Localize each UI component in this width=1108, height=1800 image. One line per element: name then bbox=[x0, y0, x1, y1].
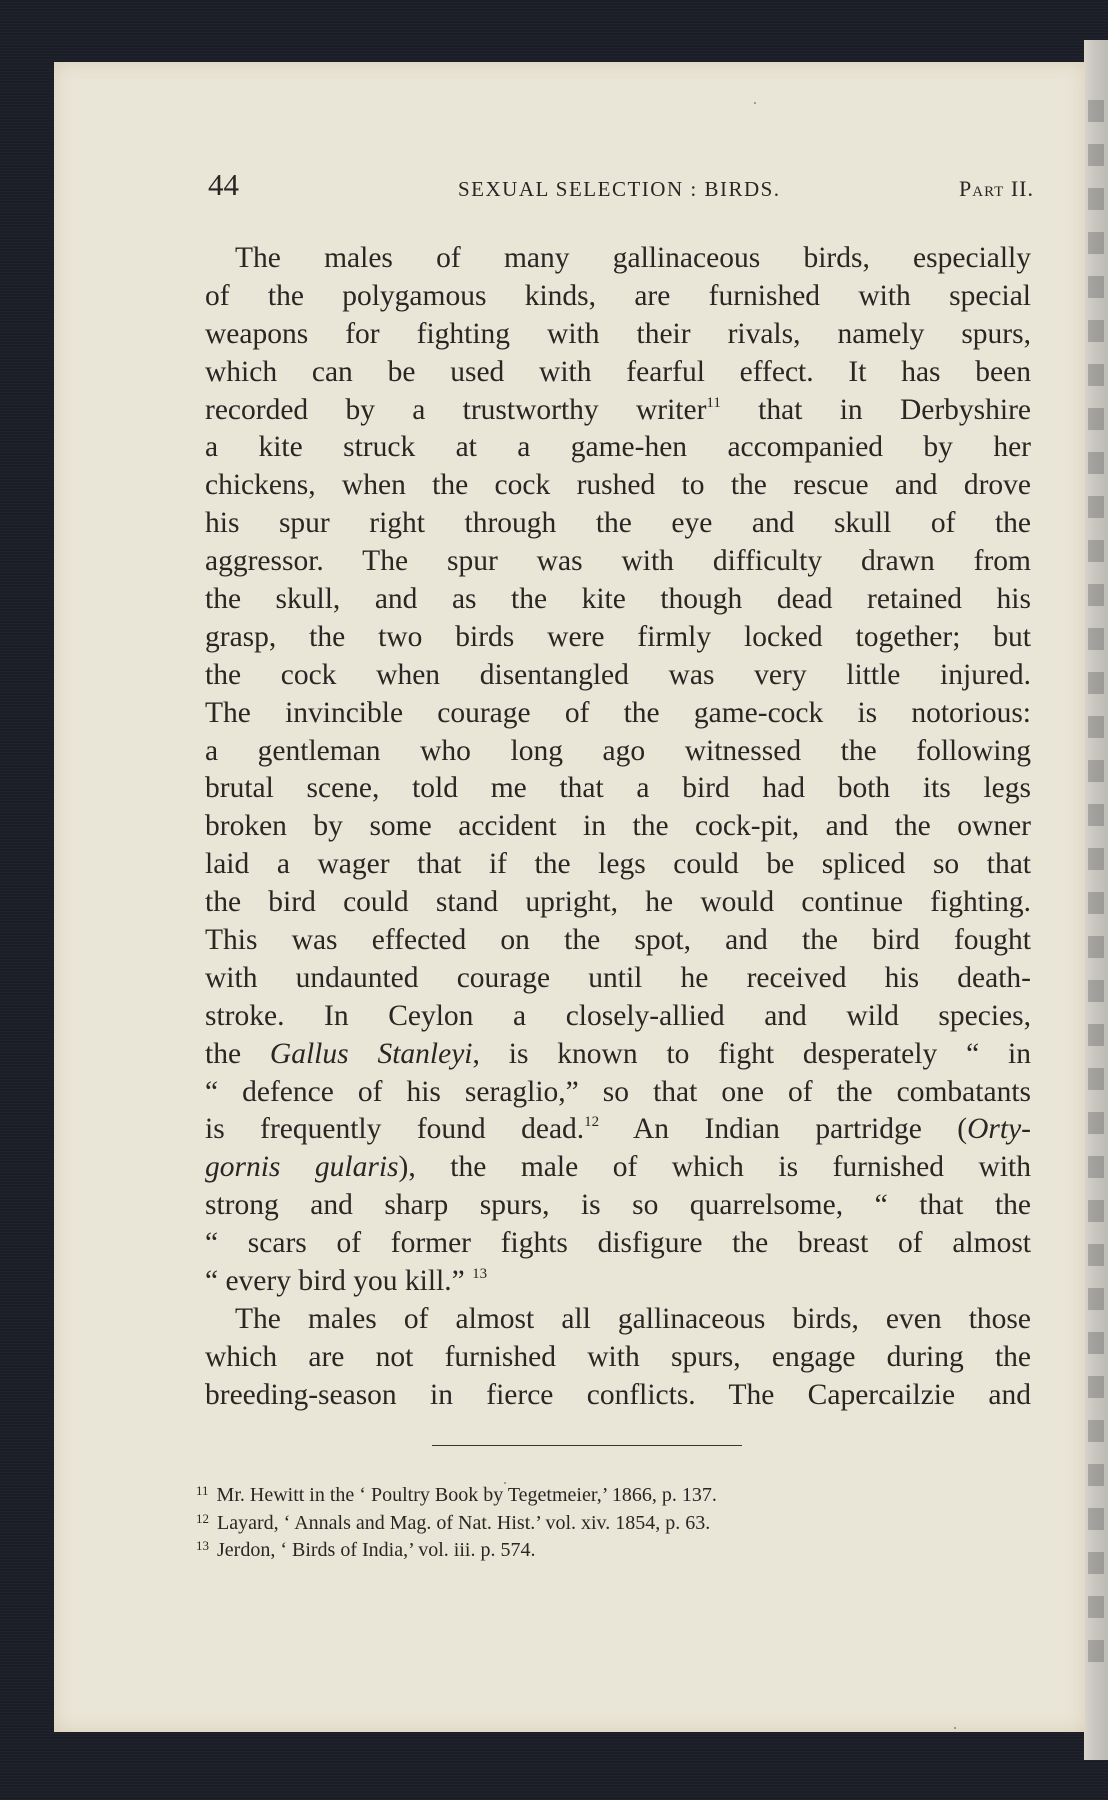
show-through-text bbox=[1088, 1024, 1104, 1046]
text-line bbox=[205, 960, 1031, 998]
show-through-text bbox=[1088, 320, 1104, 342]
show-through-text bbox=[1088, 540, 1104, 562]
text-line bbox=[205, 1225, 1031, 1263]
show-through-text bbox=[1088, 584, 1104, 606]
paper-speck bbox=[504, 1482, 506, 1484]
page-header bbox=[208, 167, 1034, 207]
line-text: laid a wager that if the legs could be spliced so that bbox=[205, 848, 1031, 881]
show-through-text bbox=[1088, 672, 1104, 694]
text-line bbox=[205, 1187, 1031, 1225]
show-through-text bbox=[1088, 936, 1104, 958]
line-text: the bird could stand upright, he would continue fighting. bbox=[205, 886, 1031, 919]
line-text: of the polygamous kinds, are furnished with special bbox=[205, 279, 1031, 312]
line-text: with undaunted courage until he received his death- bbox=[205, 961, 1031, 994]
show-through-text bbox=[1088, 1508, 1104, 1530]
line-text: that in Derbyshire bbox=[720, 393, 1032, 426]
footnote-reference: 12 bbox=[584, 1114, 600, 1131]
next-page-edge bbox=[1084, 40, 1108, 1760]
line-text: the skull, and as the kite though dead retained his bbox=[205, 583, 1031, 616]
footnote-text: Jerdon, ‘ Birds of India,’ vol. iii. p. 574. bbox=[217, 1539, 536, 1561]
line-text: An Indian partridge ( bbox=[599, 1113, 968, 1146]
body-text bbox=[205, 240, 1031, 1415]
text-line bbox=[205, 354, 1031, 392]
show-through-text bbox=[1088, 760, 1104, 782]
show-through-text bbox=[1088, 892, 1104, 914]
show-through-text bbox=[1088, 1640, 1104, 1662]
show-through-text bbox=[1088, 628, 1104, 650]
line-text: brutal scene, told me that a bird had both its legs bbox=[205, 772, 1031, 805]
text-line bbox=[205, 1036, 1031, 1074]
text-line bbox=[205, 1301, 1031, 1339]
footnote-text: Layard, ‘ Annals and Mag. of Nat. Hist.’ vol. xiv. 1854, p. 63. bbox=[217, 1511, 711, 1534]
show-through-text bbox=[1088, 452, 1104, 474]
show-through-text bbox=[1088, 496, 1104, 518]
show-through-text bbox=[1088, 1156, 1104, 1178]
text-line bbox=[205, 1377, 1031, 1415]
text-line bbox=[205, 922, 1031, 960]
line-text: recorded by a trustworthy writer bbox=[205, 393, 707, 426]
page-number: 44 bbox=[208, 167, 239, 202]
text-line bbox=[205, 581, 1031, 619]
show-through-text bbox=[1088, 1464, 1104, 1486]
text-line bbox=[205, 240, 1031, 278]
show-through-text bbox=[1088, 804, 1104, 826]
show-through-text bbox=[1088, 188, 1104, 210]
line-text: a gentleman who long ago witnessed the following bbox=[205, 734, 1031, 767]
footnote-number: 12 bbox=[196, 1510, 209, 1526]
show-through-text bbox=[1088, 1068, 1104, 1090]
line-text: breeding-season in fierce conflicts. The Capercailzie and bbox=[205, 1378, 1031, 1411]
show-through-text bbox=[1088, 848, 1104, 870]
show-through-text bbox=[1088, 100, 1104, 122]
text-line bbox=[205, 619, 1031, 657]
paper-speck bbox=[954, 1727, 956, 1729]
show-through-text bbox=[1088, 1376, 1104, 1398]
line-text: “ every bird you kill.” bbox=[205, 1265, 473, 1298]
footnote-rule bbox=[432, 1445, 742, 1446]
line-text: , is known to fight desperately “ in bbox=[472, 1037, 1031, 1070]
line-text: The males of almost all gallinaceous birds, even those bbox=[235, 1302, 1031, 1335]
footnote bbox=[196, 1537, 996, 1565]
show-through-text bbox=[1088, 1244, 1104, 1266]
footnotes bbox=[196, 1482, 996, 1565]
footnote bbox=[196, 1482, 996, 1510]
show-through-text bbox=[1088, 980, 1104, 1002]
show-through-text bbox=[1088, 1596, 1104, 1618]
text-line bbox=[205, 657, 1031, 695]
text-line bbox=[205, 543, 1031, 581]
line-text: which can be used with fearful effect. It has been bbox=[205, 355, 1031, 388]
text-line bbox=[205, 1074, 1031, 1112]
show-through-text bbox=[1088, 1552, 1104, 1574]
line-text: stroke. In Ceylon a closely-allied and wild species, bbox=[205, 999, 1031, 1032]
text-line bbox=[205, 884, 1031, 922]
line-text: This was effected on the spot, and the bird fought bbox=[205, 924, 1031, 957]
text-line bbox=[205, 695, 1031, 733]
italic-species-name: Gallus Stanleyi bbox=[269, 1037, 473, 1070]
line-text: broken by some accident in the cock-pit, and the owner bbox=[205, 810, 1031, 843]
line-text: weapons for fighting with their rivals, namely spurs, bbox=[205, 317, 1031, 350]
show-through-text bbox=[1088, 716, 1104, 738]
line-text: strong and sharp spurs, is so quarrelsome, “ that the bbox=[205, 1189, 1031, 1222]
footnote-text: Mr. Hewitt in the ‘ Poultry Book by Tegetmeier,’ 1866, p. 137. bbox=[216, 1484, 717, 1506]
line-text: aggressor. The spur was with difficulty drawn from bbox=[205, 545, 1031, 578]
text-line bbox=[205, 1263, 1031, 1301]
text-line bbox=[205, 770, 1031, 808]
footnote-reference: 11 bbox=[706, 394, 721, 411]
line-text: the cock when disentangled was very little injured. bbox=[205, 658, 1031, 691]
text-line bbox=[205, 808, 1031, 846]
text-line bbox=[205, 733, 1031, 771]
footnote-number: 13 bbox=[196, 1538, 209, 1553]
text-line bbox=[205, 505, 1031, 543]
show-through-text bbox=[1088, 276, 1104, 298]
line-text: The males of many gallinaceous birds, especially bbox=[235, 242, 1031, 274]
text-line bbox=[205, 846, 1031, 884]
show-through-text bbox=[1088, 364, 1104, 386]
line-text: chickens, when the cock rushed to the rescue and drove bbox=[205, 469, 1031, 502]
line-text: “ scars of former fights disfigure the breast of almost bbox=[205, 1227, 1031, 1260]
footnote-reference: 13 bbox=[472, 1266, 488, 1283]
show-through-text bbox=[1088, 1112, 1104, 1134]
running-title: SEXUAL SELECTION : BIRDS. bbox=[458, 177, 781, 201]
line-text: ), the male of which is furnished with bbox=[398, 1151, 1031, 1184]
line-text: “ defence of his seraglio,” so that one of the combatants bbox=[205, 1075, 1031, 1108]
footnote-number: 11 bbox=[196, 1483, 209, 1498]
part-label: Part II. bbox=[959, 176, 1034, 201]
text-line bbox=[205, 1149, 1031, 1187]
line-text: The invincible courage of the game-cock is notorious: bbox=[205, 696, 1031, 729]
show-through-text bbox=[1088, 232, 1104, 254]
text-line bbox=[205, 278, 1031, 316]
line-text: is frequently found dead. bbox=[205, 1113, 585, 1146]
text-line bbox=[205, 1339, 1031, 1377]
italic-species-name: gornis gularis bbox=[205, 1151, 399, 1184]
footnote bbox=[196, 1510, 996, 1538]
line-text: the bbox=[205, 1037, 270, 1070]
show-through-text bbox=[1088, 1420, 1104, 1442]
line-text: grasp, the two birds were firmly locked together; but bbox=[205, 620, 1031, 653]
text-line bbox=[205, 1111, 1031, 1149]
show-through-text bbox=[1088, 1288, 1104, 1310]
italic-species-name: Orty- bbox=[967, 1113, 1031, 1146]
text-line bbox=[205, 316, 1031, 354]
show-through-text bbox=[1088, 408, 1104, 430]
line-text: a kite struck at a game-hen accompanied by her bbox=[205, 431, 1031, 464]
show-through-text bbox=[1088, 1332, 1104, 1354]
line-text: his spur right through the eye and skull of the bbox=[205, 507, 1031, 540]
text-line bbox=[205, 392, 1031, 430]
book-page bbox=[54, 62, 1085, 1732]
show-through-text bbox=[1088, 144, 1104, 166]
text-line bbox=[205, 429, 1031, 467]
text-line bbox=[205, 998, 1031, 1036]
show-through-text bbox=[1088, 1200, 1104, 1222]
line-text: which are not furnished with spurs, engage during the bbox=[205, 1340, 1031, 1373]
text-line bbox=[205, 467, 1031, 505]
paper-speck bbox=[754, 102, 756, 104]
